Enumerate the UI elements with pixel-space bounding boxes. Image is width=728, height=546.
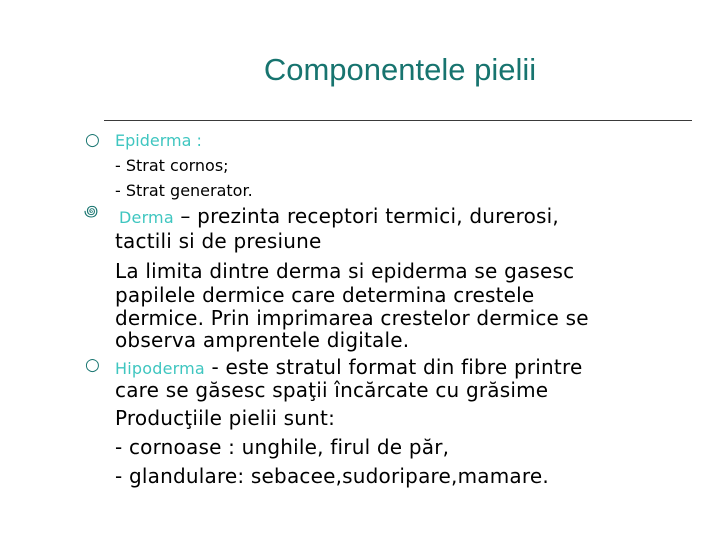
epiderma-sub-1: - Strat cornos;: [115, 156, 229, 175]
productii-glandulare: - glandulare: sebacee,sudoripare,mamare.: [115, 464, 549, 488]
title-divider: [104, 120, 692, 121]
hollow-circle-bullet-icon: ○: [85, 130, 100, 150]
derma-term: Derma: [119, 208, 174, 227]
hipoderma-description: - este stratul format din fibre printre: [204, 355, 583, 379]
derma-para-1: La limita dintre derma si epiderma se gasesc: [115, 259, 575, 283]
slide-title: Componentele pielii: [263, 52, 537, 87]
epiderma-sub-2: - Strat generator.: [115, 181, 253, 200]
derma-line-2: tactili si de presiune: [115, 229, 322, 253]
hipoderma-term: Hipoderma: [115, 359, 205, 378]
hipoderma-line: [115, 355, 582, 379]
derma-para-2: papilele dermice care determina crestele: [115, 283, 535, 307]
derma-para-3: dermice. Prin imprimarea crestelor dermice se: [115, 306, 589, 330]
double-arc-bullet-icon: ꩜: [84, 202, 99, 220]
derma-description: – prezinta receptori termici, durerosi,: [173, 204, 559, 228]
derma-para-4: observa amprentele digitale.: [115, 328, 410, 352]
epiderma-heading: Epiderma :: [115, 131, 202, 150]
productii-cornoase: - cornoase : unghile, firul de păr,: [115, 435, 450, 459]
derma-line: [115, 204, 559, 228]
productii-heading: Producţiile pielii sunt:: [115, 406, 336, 430]
hipoderma-line-2: care se găsesc spaţii încărcate cu grăsime: [115, 378, 549, 402]
hollow-circle-bullet-icon: ○: [85, 355, 100, 375]
